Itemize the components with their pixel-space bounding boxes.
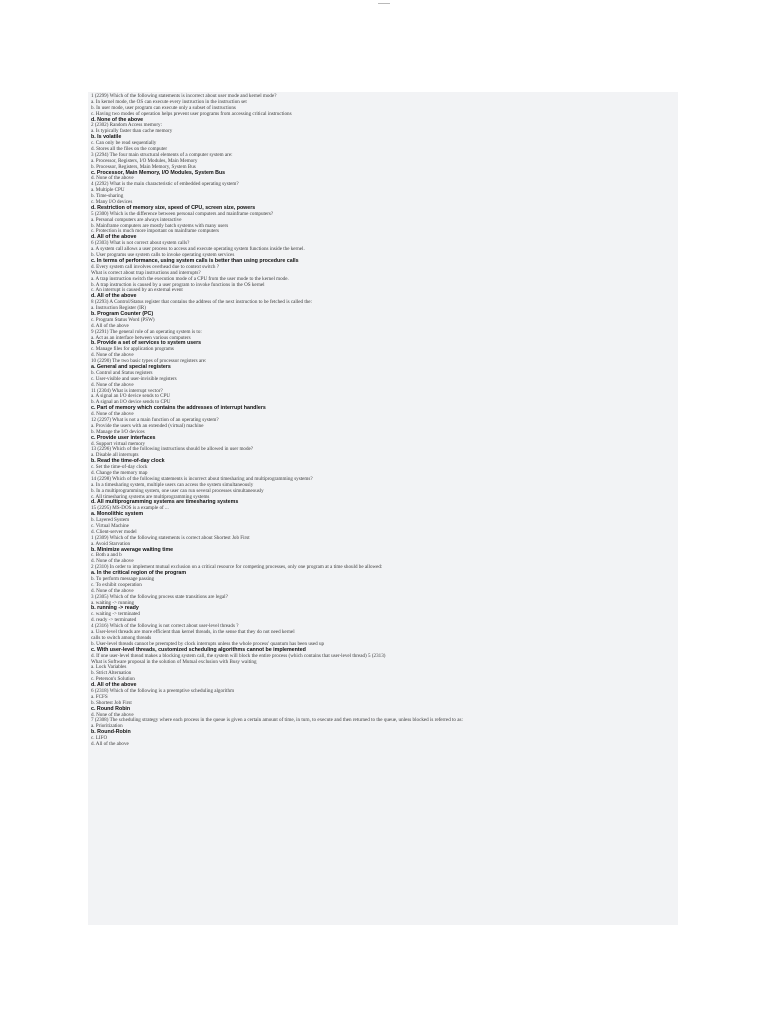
question-list — [91, 94, 675, 748]
answer-choice-correct: b. Is volatile — [91, 134, 122, 141]
question-block — [91, 536, 675, 565]
answer-choice: d. ready -> terminated — [91, 617, 137, 624]
answer-choice: d. Stores all the files on the computer — [91, 146, 168, 153]
answer-choice: d. All of the above — [91, 322, 129, 329]
question-block — [91, 330, 675, 359]
answer-choice-correct: c. Processor, Main Memory, I/O Modules, System Bus — [91, 169, 226, 176]
question-prompt: 6 (2303) What is not correct about system calls? — [91, 240, 190, 247]
question-prompt: 1 (2299) Which of the following statements is incorrect about user mode and kernel mode? — [91, 93, 277, 99]
answer-choice-correct: d. Restriction of memory size, speed of CPU, screen size, powers — [91, 204, 256, 211]
question-prompt: 6 (2318) Which of the following is a preemptive scheduling algorithm — [91, 687, 235, 694]
answer-choice-correct: d. None of the above — [91, 116, 144, 123]
answer-choice: d. None of the above — [91, 587, 134, 594]
question-prompt: 11 (2304) What is interrupt vector? — [91, 387, 163, 394]
answer-choice: c. Virtual Machine — [91, 523, 129, 530]
question-block — [91, 182, 675, 211]
question-block — [91, 153, 675, 182]
answer-choice: b. User programs use system calls to invoke operating system services — [91, 252, 235, 259]
answer-choice: c. Protection is much more important on mainframe computers — [91, 228, 220, 235]
question-block — [91, 689, 675, 718]
answer-choice: c. Having two modes of operation helps prevent user programs from accessing critical instructions — [91, 110, 292, 117]
answer-choice-correct: a. General and special registers — [91, 363, 171, 370]
answer-choice-correct: d. All multiprogramming systems are timesharing systems — [91, 499, 239, 506]
answer-choice-correct: c. With user-level threads, customized scheduling algorithms cannot be implemented — [91, 646, 306, 653]
question-block — [91, 123, 675, 152]
answer-choice-correct: c. Round Robin — [91, 705, 131, 712]
answer-choice: a. Personal computers are always interactive — [91, 216, 182, 223]
answer-choice: a. Provide the users with an extended (virtual) machine — [91, 422, 204, 429]
answer-choice: d. Support virtual memory — [91, 440, 146, 447]
top-divider-mark — [378, 3, 390, 4]
answer-choice: a. Avoid Starvation — [91, 540, 131, 547]
answer-choice: a. In a timesharing system, multiple users can access the system simultaneously — [91, 481, 254, 488]
question-block — [91, 595, 675, 624]
answer-choice: b. User-level threads cannot be preempted by clock interrupts unless the whole process' quantum has been used up — [91, 640, 325, 647]
answer-choice: d. None of the above — [91, 352, 134, 359]
question-block — [91, 94, 675, 123]
question-prompt: 5 (2300) Which is the difference between personal computers and mainframe computers? — [91, 210, 274, 217]
answer-choice: a. In kernel mode, the OS can execute every instruction in the instruction set — [91, 98, 247, 105]
answer-choice-correct: c. Provide user interfaces — [91, 434, 156, 441]
answer-choice: d. If one user-level thread makes a blocking system call, the system will block the entire process (which contains that user-level thread) 5 (2313) — [91, 652, 386, 659]
question-prompt: 2 (2302) Random Access memory: — [91, 122, 163, 129]
question-prompt: 3 (2305) Which of the following process state transitions are legal? — [91, 593, 228, 600]
answer-choice: d. Every system call involves overhead due to context switch ? — [91, 263, 220, 270]
question-prompt: 2 (2310) In order to implement mutual exclusion on a critical resource for competing processes, only one program at a time should be allowed: — [91, 564, 383, 571]
answer-choice-correct: d. All of the above — [91, 234, 137, 241]
answer-choice: b. Layered System — [91, 517, 130, 524]
answer-choice: a. Disable all interrupts — [91, 452, 139, 459]
answer-choice-correct: b. Provide a set of services to system users — [91, 340, 202, 347]
answer-choice: a. Instruction Register (IR) — [91, 305, 146, 312]
answer-choice: c. Set the time-of-day clock — [91, 464, 148, 471]
answer-choice-correct: c. Part of memory which contains the addresses of interrupt handlers — [91, 405, 266, 412]
question-prompt: 1 (2309) Which of the following statements is correct about Shortest Job First — [91, 534, 250, 541]
answer-choice: b. Shortest Job First — [91, 699, 132, 706]
question-prompt: 14 (2298) Which of the following statements is incorrect about timesharing and multiprogramming systems? — [91, 475, 313, 482]
question-prompt: 10 (2290) The two basic types of processor registers are: — [91, 358, 207, 365]
answer-choice: c. All timesharing systems are multiprogramming systems — [91, 493, 210, 500]
answer-choice-correct: a. In the critical region of the program — [91, 570, 187, 577]
answer-choice: b. Manage the I/O devices — [91, 428, 145, 435]
answer-choice: c. User-visible and user-invisible registers — [91, 375, 177, 382]
question-prompt: 8 (2293) A Control/Status register that contains the address of the next instruction to be fetched is called the: — [91, 299, 312, 306]
answer-choice: a. Prioritization — [91, 723, 123, 730]
answer-choice: a. FCFS — [91, 693, 108, 700]
answer-choice: b. In a multiprogramming system, one user can run several processes simultaneously — [91, 487, 264, 494]
answer-choice: b. In user mode, user program can execute only a subset of instructions — [91, 104, 236, 111]
question-block — [91, 447, 675, 476]
question-prompt: 3 (2294) The four main structural elements of a computer system are: — [91, 151, 233, 158]
answer-choice: a. waiting -> running — [91, 599, 135, 606]
answer-choice: b. Control and Status registers — [91, 369, 153, 376]
answer-choice-correct: b. Read the time-of-day clock — [91, 458, 165, 465]
answer-choice: a. Lock Variables — [91, 664, 127, 671]
answer-choice: a. Act as an interface between various computers — [91, 334, 191, 341]
answer-choice: What is correct about trap instructions and interrupts? — [91, 269, 201, 276]
question-block — [91, 565, 675, 594]
answer-choice: calls to switch among threads — [91, 634, 152, 641]
question-block — [91, 212, 675, 241]
answer-choice: c. Manage files for application programs — [91, 346, 174, 353]
answer-choice-correct: d. All of the above — [91, 293, 137, 300]
answer-choice: b. A trap instruction is caused by a user program to invoke functions in the OS kernel — [91, 281, 265, 288]
answer-choice: a. Is typically faster than cache memory — [91, 128, 173, 135]
answer-choice: c. An interrupt is caused by an external event — [91, 287, 183, 294]
question-block — [91, 241, 675, 300]
answer-choice: d. Change the memory map — [91, 470, 148, 476]
question-block — [91, 418, 675, 447]
answer-choice: c. To exhibit cooperation — [91, 581, 142, 588]
answer-choice-correct: b. running -> ready — [91, 605, 139, 612]
question-prompt: 13 (2296) Which of the following instructions should be allowed in user mode? — [91, 446, 254, 453]
answer-choice: b. Mainframe computers are mostly batch systems with many users — [91, 222, 229, 229]
question-block — [91, 477, 675, 506]
question-prompt: 4 (2292) What is the main characteristic of embedded operating system? — [91, 181, 239, 188]
answer-choice: a. Processor, Registers, I/O Modules, Main Memory — [91, 157, 198, 164]
answer-choice: c. Both a and b — [91, 552, 122, 559]
question-block — [91, 718, 675, 747]
answer-choice-correct: a. Monolithic system — [91, 511, 144, 518]
answer-choice: What is Software proposal in the solution of Mutual exclusion with Busy waiting — [91, 658, 257, 665]
question-prompt: 12 (2297) What is not a main function of an operating system? — [91, 416, 219, 423]
answer-choice: d. Client-server model — [91, 528, 137, 535]
answer-choice: d. None of the above — [91, 381, 134, 388]
answer-choice: d. None of the above — [91, 711, 134, 718]
document-page — [88, 92, 678, 925]
answer-choice: b. Processor, Registers, Main Memory, System Bus — [91, 163, 196, 170]
answer-choice: a. A signal an I/O device sends to CPU — [91, 393, 171, 400]
question-block — [91, 359, 675, 388]
answer-choice: d. None of the above — [91, 175, 134, 182]
question-block — [91, 506, 675, 535]
answer-choice: c. Peterson's Solution — [91, 676, 135, 683]
answer-choice-correct: d. All of the above — [91, 682, 137, 689]
answer-choice: a. A system call allows a user process to access and execute operating system functions inside the kernel. — [91, 246, 305, 253]
answer-choice: b. Strict Alternation — [91, 670, 132, 677]
answer-choice: d. None of the above — [91, 558, 134, 565]
answer-choice: a. Multiple CPU — [91, 187, 125, 194]
question-block — [91, 624, 675, 689]
question-block — [91, 389, 675, 418]
answer-choice: d. None of the above — [91, 411, 134, 418]
answer-choice: a. User-level threads are more efficient than kernel threads, in the sense that they do not need kernel — [91, 629, 295, 636]
answer-choice: c. Program Status Word (PSW) — [91, 316, 155, 323]
answer-choice: a. A trap instruction switch the execution mode of a CPU from the user mode to the kernel mode. — [91, 275, 289, 282]
answer-choice: c. Many I/O devices — [91, 199, 133, 206]
answer-choice-correct: b. Minimize average waiting time — [91, 546, 174, 553]
answer-choice: b. Time-sharing — [91, 193, 124, 200]
answer-choice-correct: b. Round-Robin — [91, 729, 131, 736]
answer-choice: c. waiting -> terminated — [91, 611, 140, 618]
answer-choice: c. Can only be read sequentially — [91, 140, 157, 147]
question-prompt: 15 (2295) MS-DOS is a example of ... — [91, 505, 169, 512]
answer-choice: d. All of the above — [91, 740, 129, 747]
answer-choice: b. A signal an I/O device sends to CPU — [91, 399, 171, 406]
answer-choice: b. To perform message passing — [91, 576, 155, 583]
question-prompt: 7 (2308) The scheduling strategy where each process in the queue is given a certain amount of time, in turn, to execute and then returned to the queue, unless blocked is referred to as: — [91, 717, 463, 724]
question-block — [91, 300, 675, 329]
answer-choice: c. LIFO — [91, 735, 108, 742]
question-prompt: 4 (2316) Which of the following is not correct about user-level threads ? — [91, 623, 239, 630]
question-prompt: 9 (2291) The general role of an operating system is to: — [91, 328, 202, 335]
answer-choice-correct: b. Program Counter (PC) — [91, 310, 154, 317]
answer-choice-correct: c. In terms of performance, using system calls is better than using procedure calls — [91, 257, 299, 264]
